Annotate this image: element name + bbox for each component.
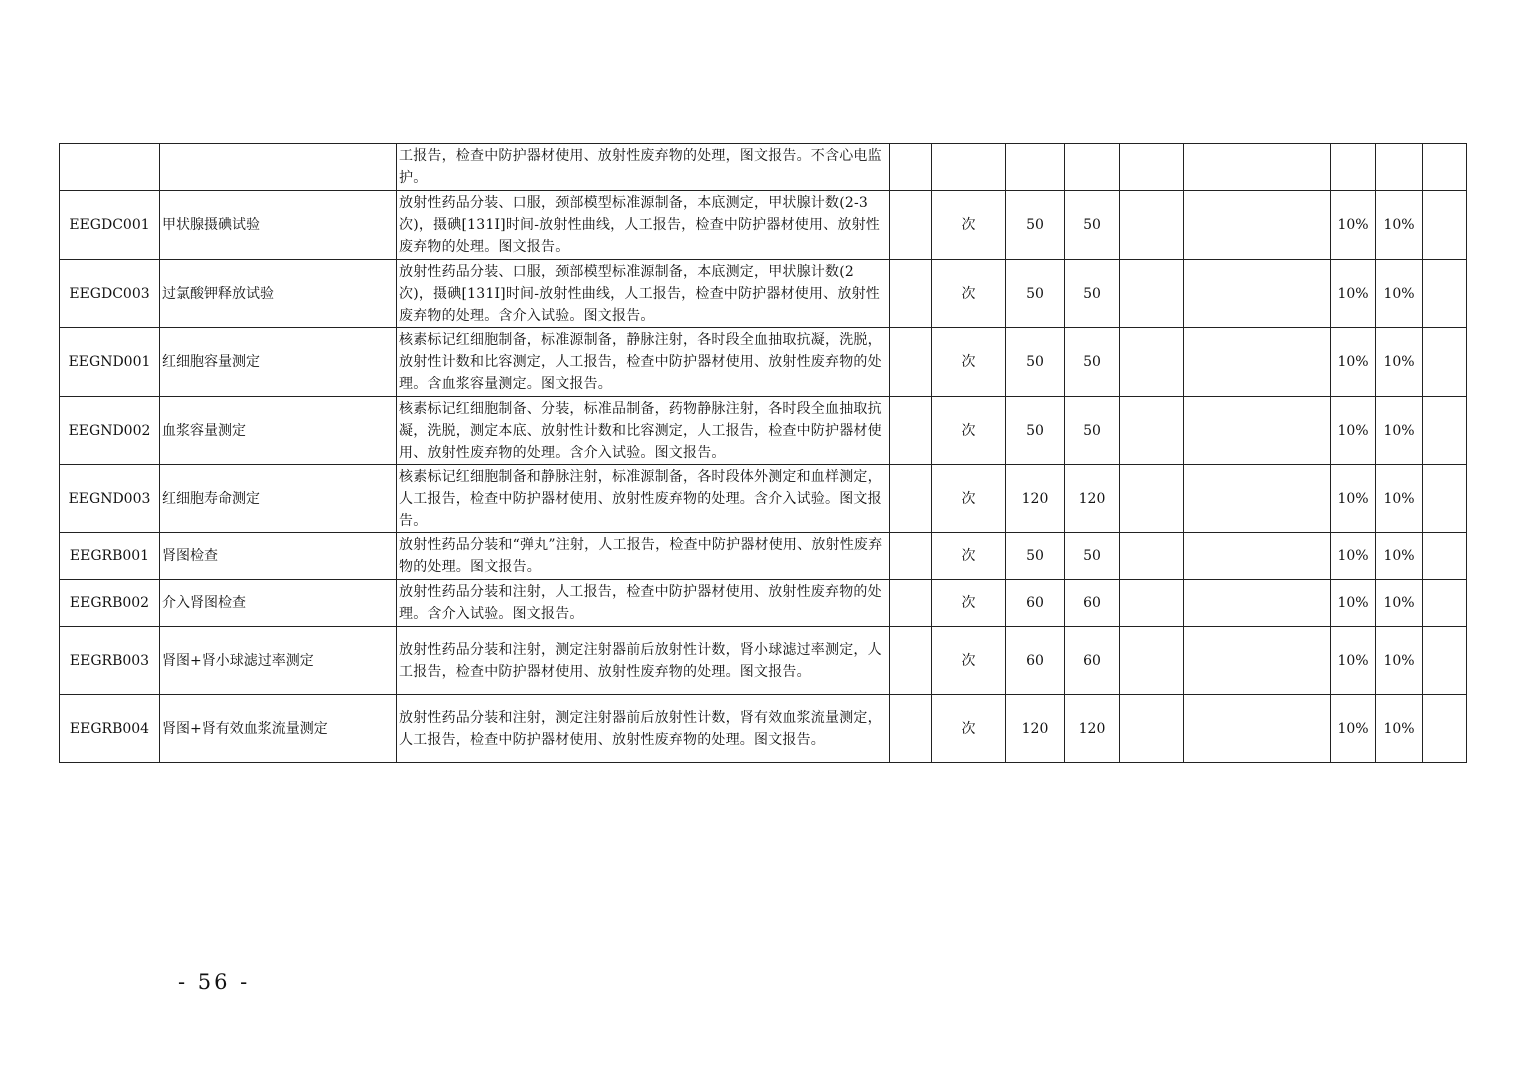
ratio-2-cell: 10% xyxy=(1376,627,1423,695)
price-tier-1-cell: 120 xyxy=(1006,695,1065,763)
blank-cell xyxy=(1120,191,1184,260)
table-row xyxy=(60,533,1467,580)
service-content-cell: 放射性药品分装和“弹丸”注射，人工报告，检查中防护器材使用、放射性废弃物的处理。图文报告。 xyxy=(397,533,890,580)
table-row xyxy=(60,465,1467,533)
item-code-cell xyxy=(60,144,160,191)
unit-cell: 次 xyxy=(932,397,1006,465)
service-content-cell: 放射性药品分装和注射，人工报告，检查中防护器材使用、放射性废弃物的处理。含介入试验。图文报告。 xyxy=(397,580,890,627)
description-cell xyxy=(1184,695,1331,763)
item-code-cell: EEGDC003 xyxy=(60,260,160,328)
item-name-cell xyxy=(160,144,397,191)
price-tier-2-cell: 50 xyxy=(1065,328,1120,397)
remark-cell xyxy=(1423,397,1467,465)
unit-cell: 次 xyxy=(932,627,1006,695)
price-tier-2-cell xyxy=(1065,144,1120,191)
ratio-1-cell: 10% xyxy=(1331,533,1376,580)
item-name-cell: 肾图+肾小球滤过率测定 xyxy=(160,627,397,695)
service-content-cell: 放射性药品分装和注射，测定注射器前后放射性计数，肾小球滤过率测定，人工报告，检查中防护器材使用、放射性废弃物的处理。图文报告。 xyxy=(397,627,890,695)
remark-cell xyxy=(1423,580,1467,627)
ratio-2-cell xyxy=(1376,144,1423,191)
item-code-cell: EEGRB001 xyxy=(60,533,160,580)
page-number: - 56 - xyxy=(178,970,251,994)
unit-cell: 次 xyxy=(932,533,1006,580)
exclusions-cell xyxy=(890,533,932,580)
blank-cell xyxy=(1120,695,1184,763)
exclusions-cell xyxy=(890,191,932,260)
blank-cell xyxy=(1120,580,1184,627)
exclusions-cell xyxy=(890,695,932,763)
blank-cell xyxy=(1120,397,1184,465)
price-tier-2-cell: 50 xyxy=(1065,533,1120,580)
remark-cell xyxy=(1423,191,1467,260)
description-cell xyxy=(1184,328,1331,397)
ratio-1-cell: 10% xyxy=(1331,397,1376,465)
ratio-2-cell: 10% xyxy=(1376,465,1423,533)
table-body xyxy=(60,144,1467,763)
blank-cell xyxy=(1120,144,1184,191)
table-row xyxy=(60,191,1467,260)
item-name-cell: 肾图+肾有效血浆流量测定 xyxy=(160,695,397,763)
ratio-2-cell: 10% xyxy=(1376,533,1423,580)
item-name-cell: 甲状腺摄碘试验 xyxy=(160,191,397,260)
table-row xyxy=(60,397,1467,465)
table-row xyxy=(60,695,1467,763)
ratio-1-cell: 10% xyxy=(1331,580,1376,627)
price-tier-2-cell: 120 xyxy=(1065,695,1120,763)
item-code-cell: EEGDC001 xyxy=(60,191,160,260)
table-row xyxy=(60,627,1467,695)
item-name-cell: 过氯酸钾释放试验 xyxy=(160,260,397,328)
price-tier-1-cell: 50 xyxy=(1006,397,1065,465)
price-tier-1-cell: 60 xyxy=(1006,627,1065,695)
description-cell xyxy=(1184,580,1331,627)
description-cell xyxy=(1184,465,1331,533)
price-tier-1-cell: 120 xyxy=(1006,465,1065,533)
table-row xyxy=(60,144,1467,191)
ratio-2-cell: 10% xyxy=(1376,260,1423,328)
item-name-cell: 红细胞容量测定 xyxy=(160,328,397,397)
ratio-1-cell: 10% xyxy=(1331,465,1376,533)
exclusions-cell xyxy=(890,627,932,695)
description-cell xyxy=(1184,260,1331,328)
blank-cell xyxy=(1120,260,1184,328)
item-code-cell: EEGRB004 xyxy=(60,695,160,763)
exclusions-cell xyxy=(890,328,932,397)
unit-cell: 次 xyxy=(932,580,1006,627)
item-code-cell: EEGRB002 xyxy=(60,580,160,627)
ratio-2-cell: 10% xyxy=(1376,328,1423,397)
item-code-cell: EEGND003 xyxy=(60,465,160,533)
price-tier-2-cell: 60 xyxy=(1065,580,1120,627)
unit-cell: 次 xyxy=(932,695,1006,763)
exclusions-cell xyxy=(890,580,932,627)
price-tier-1-cell: 50 xyxy=(1006,191,1065,260)
ratio-2-cell: 10% xyxy=(1376,695,1423,763)
remark-cell xyxy=(1423,627,1467,695)
exclusions-cell xyxy=(890,465,932,533)
service-content-cell: 放射性药品分装、口服，颈部模型标准源制备，本底测定，甲状腺计数(2-3 次)，摄碘[131I]时间-放射性曲线，人工报告，检查中防护器材使用、放射性废弃物的处理。图文报告。 xyxy=(397,191,890,260)
ratio-1-cell: 10% xyxy=(1331,328,1376,397)
remark-cell xyxy=(1423,260,1467,328)
blank-cell xyxy=(1120,465,1184,533)
price-tier-2-cell: 60 xyxy=(1065,627,1120,695)
description-cell xyxy=(1184,397,1331,465)
price-tier-2-cell: 50 xyxy=(1065,397,1120,465)
unit-cell: 次 xyxy=(932,260,1006,328)
price-tier-1-cell: 60 xyxy=(1006,580,1065,627)
price-tier-2-cell: 50 xyxy=(1065,191,1120,260)
ratio-1-cell: 10% xyxy=(1331,260,1376,328)
item-name-cell: 血浆容量测定 xyxy=(160,397,397,465)
remark-cell xyxy=(1423,144,1467,191)
ratio-1-cell: 10% xyxy=(1331,695,1376,763)
price-tier-1-cell: 50 xyxy=(1006,328,1065,397)
blank-cell xyxy=(1120,328,1184,397)
ratio-2-cell: 10% xyxy=(1376,191,1423,260)
service-content-cell: 放射性药品分装和注射，测定注射器前后放射性计数，肾有效血浆流量测定，人工报告，检查中防护器材使用、放射性废弃物的处理。图文报告。 xyxy=(397,695,890,763)
item-code-cell: EEGRB003 xyxy=(60,627,160,695)
service-content-cell: 放射性药品分装、口服，颈部模型标准源制备，本底测定，甲状腺计数(2 次)，摄碘[131I]时间-放射性曲线，人工报告，检查中防护器材使用、放射性废弃物的处理。含介入试验。图文报告。 xyxy=(397,260,890,328)
remark-cell xyxy=(1423,328,1467,397)
exclusions-cell xyxy=(890,260,932,328)
price-tier-2-cell: 120 xyxy=(1065,465,1120,533)
description-cell xyxy=(1184,533,1331,580)
exclusions-cell xyxy=(890,397,932,465)
service-content-cell: 核素标记红细胞制备、分装，标准品制备，药物静脉注射，各时段全血抽取抗凝，洗脱，测定本底、放射性计数和比容测定，人工报告，检查中防护器材使用、放射性废弃物的处理。含介入试验。图文报告。 xyxy=(397,397,890,465)
remark-cell xyxy=(1423,533,1467,580)
blank-cell xyxy=(1120,627,1184,695)
price-tier-1-cell xyxy=(1006,144,1065,191)
price-tier-1-cell: 50 xyxy=(1006,533,1065,580)
ratio-1-cell xyxy=(1331,144,1376,191)
ratio-2-cell: 10% xyxy=(1376,397,1423,465)
description-cell xyxy=(1184,627,1331,695)
ratio-1-cell: 10% xyxy=(1331,191,1376,260)
unit-cell: 次 xyxy=(932,465,1006,533)
item-name-cell: 红细胞寿命测定 xyxy=(160,465,397,533)
blank-cell xyxy=(1120,533,1184,580)
ratio-2-cell: 10% xyxy=(1376,580,1423,627)
remark-cell xyxy=(1423,695,1467,763)
item-name-cell: 肾图检查 xyxy=(160,533,397,580)
ratio-1-cell: 10% xyxy=(1331,627,1376,695)
price-tier-2-cell: 50 xyxy=(1065,260,1120,328)
item-name-cell: 介入肾图检查 xyxy=(160,580,397,627)
exclusions-cell xyxy=(890,144,932,191)
unit-cell xyxy=(932,144,1006,191)
service-price-table xyxy=(59,143,1467,763)
price-tier-1-cell: 50 xyxy=(1006,260,1065,328)
unit-cell: 次 xyxy=(932,328,1006,397)
description-cell xyxy=(1184,144,1331,191)
item-code-cell: EEGND002 xyxy=(60,397,160,465)
service-content-cell: 工报告，检查中防护器材使用、放射性废弃物的处理，图文报告。不含心电监护。 xyxy=(397,144,890,191)
service-content-cell: 核素标记红细胞制备和静脉注射，标准源制备，各时段体外测定和血样测定，人工报告，检查中防护器材使用、放射性废弃物的处理。含介入试验。图文报告。 xyxy=(397,465,890,533)
table-row xyxy=(60,260,1467,328)
table-row xyxy=(60,580,1467,627)
description-cell xyxy=(1184,191,1331,260)
table-row xyxy=(60,328,1467,397)
remark-cell xyxy=(1423,465,1467,533)
unit-cell: 次 xyxy=(932,191,1006,260)
item-code-cell: EEGND001 xyxy=(60,328,160,397)
service-content-cell: 核素标记红细胞制备，标准源制备，静脉注射，各时段全血抽取抗凝，洗脱，放射性计数和比容测定，人工报告，检查中防护器材使用、放射性废弃物的处理。含血浆容量测定。图文报告。 xyxy=(397,328,890,397)
